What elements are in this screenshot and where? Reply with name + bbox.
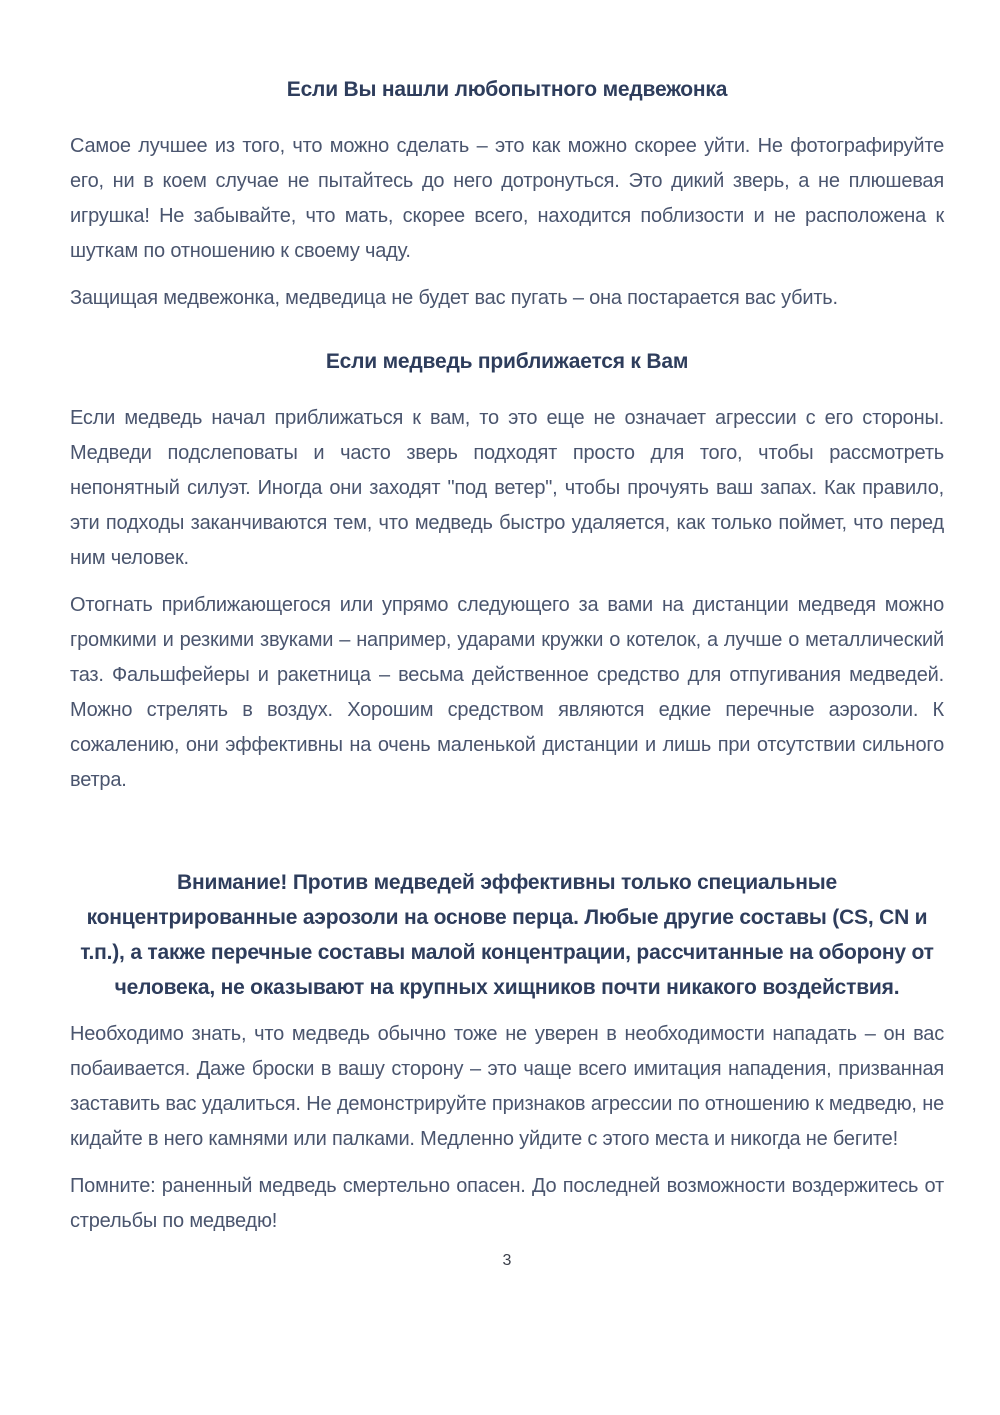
paragraph-best-thing-to-do: Самое лучшее из того, что можно сделать – это как можно скорее уйти. Не фотографируйте его, ни в коем случае не пытайтесь до него дотронуться. Это дикий зверь, а не плюшевая игрушка! Не забывайте, что мать, скорее всего, находится поблизости и не расположена к шуткам по отношению к своему чаду.	[70, 135, 944, 262]
paragraph-wounded-bear: Помните: раненный медведь смертельно опасен. До последней возможности воздержитесь от стрельбы по медведю!	[70, 1175, 944, 1232]
page-number: 3	[502, 1252, 512, 1269]
paragraph-scaring-off-bear: Отогнать приближающегося или упрямо следующего за вами на дистанции медведя можно громкими и резкими звуками – например, ударами кружки о котелок, а лучше о металлический таз. Фальшфейеры и ракетница – весьма действенное средство для отпугивания медведей. Можно стрелять в воздух. Хорошим средством являются едкие перечные аэрозоли. К сожалению, они эффективны на очень маленькой дистанции и лишь при отсутствии сильного ветра.	[70, 594, 944, 791]
section-heading-found-cub: Если Вы нашли любопытного медвежонка	[286, 78, 728, 101]
section-heading-bear-approaches: Если медведь приближается к Вам	[325, 350, 689, 373]
paragraph-mother-bear-warning: Защищая медвежонка, медведица не будет вас пугать – она постарается вас убить.	[70, 287, 838, 309]
warning-callout-pepper-spray: Внимание! Против медведей эффективны только специальные концентрированные аэрозоли на основе перца. Любые другие составы (CS, CN и т.п.), а также перечные составы малой концентрации, рассчитанные на оборону от человека, не оказывают на крупных хищников почти никакого воздействия.	[80, 871, 934, 999]
paragraph-bear-unsure-to-attack: Необходимо знать, что медведь обычно тоже не уверен в необходимости нападать – он вас побаивается. Даже броски в вашу сторону – это чаще всего имитация нападения, призванная заставить вас удалиться. Не демонстрируйте признаков агрессии по отношению к медведю, не кидайте в него камнями или палками. Медленно уйдите с этого места и никогда не бегите!	[70, 1023, 944, 1150]
paragraph-approach-not-aggression: Если медведь начал приближаться к вам, то это еще не означает агрессии с его стороны. Медведи подслеповаты и часто зверь подходят просто для того, чтобы рассмотреть непонятный силуэт. Иногда они заходят "под ветер", чтобы прочуять ваш запах. Как правило, эти подходы заканчиваются тем, что медведь быстро удаляется, как только поймет, что перед ним человек.	[70, 407, 944, 569]
